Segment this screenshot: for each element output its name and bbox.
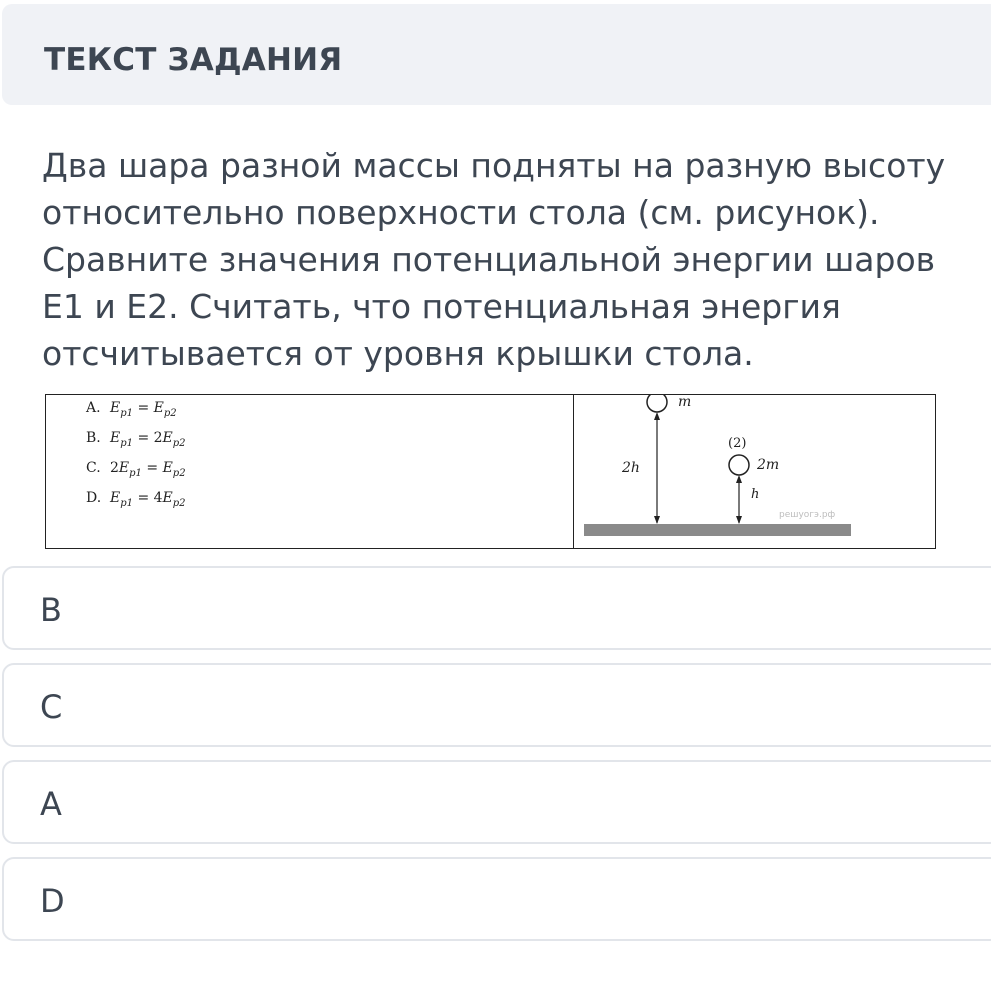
watermark: решуогэ.рф [779,510,836,520]
formula-option: D. $E_{p1} = 4E_{p2}$ [86,490,186,509]
question-line: E1 и E2. Считать, что потенциальная энергия [42,287,841,326]
ball-1-height: 2h [622,460,640,476]
table-surface [584,524,851,536]
answer-option[interactable] [2,857,991,941]
ball-2-height: h [751,487,760,502]
arrow-down-icon [736,516,742,524]
ball-2-tag: (2) [728,436,747,451]
task-header [2,4,991,105]
question-text [42,142,962,377]
answer-option-label: C [40,688,63,726]
answer-option-label: B [40,591,62,629]
question-line: относительно поверхности стола (см. рисунок). [42,193,880,232]
arrow-down-icon [654,516,660,524]
formula-option: A. $E_{p1} = E_{p2}$ [86,400,177,419]
answer-option[interactable] [2,566,991,650]
balls-diagram [574,395,936,548]
formula-options-list [86,397,186,517]
formula-option: B. $E_{p1} = 2E_{p2}$ [86,430,186,449]
arrow-up-icon [654,412,660,420]
answer-option-label: D [40,882,65,920]
arrow-up-icon [736,475,742,483]
question-line: отсчитывается от уровня крышки стола. [42,334,754,373]
ball-2-mass: 2m [757,457,780,473]
ball-1 [647,395,667,412]
formula-option: C. $2E_{p1} = E_{p2}$ [86,460,186,479]
question-line: Сравните значения потенциальной энергии шаров [42,240,936,279]
task-figure [45,394,936,549]
task-header-title: ТЕКСТ ЗАДАНИЯ [44,42,343,78]
answer-option-label: A [40,785,62,823]
question-line: Два шара разной массы подняты на разную высоту [42,146,946,185]
ball-2 [729,455,749,475]
answer-option[interactable] [2,760,991,844]
answer-option[interactable] [2,663,991,747]
ball-1-mass: m [678,395,692,410]
